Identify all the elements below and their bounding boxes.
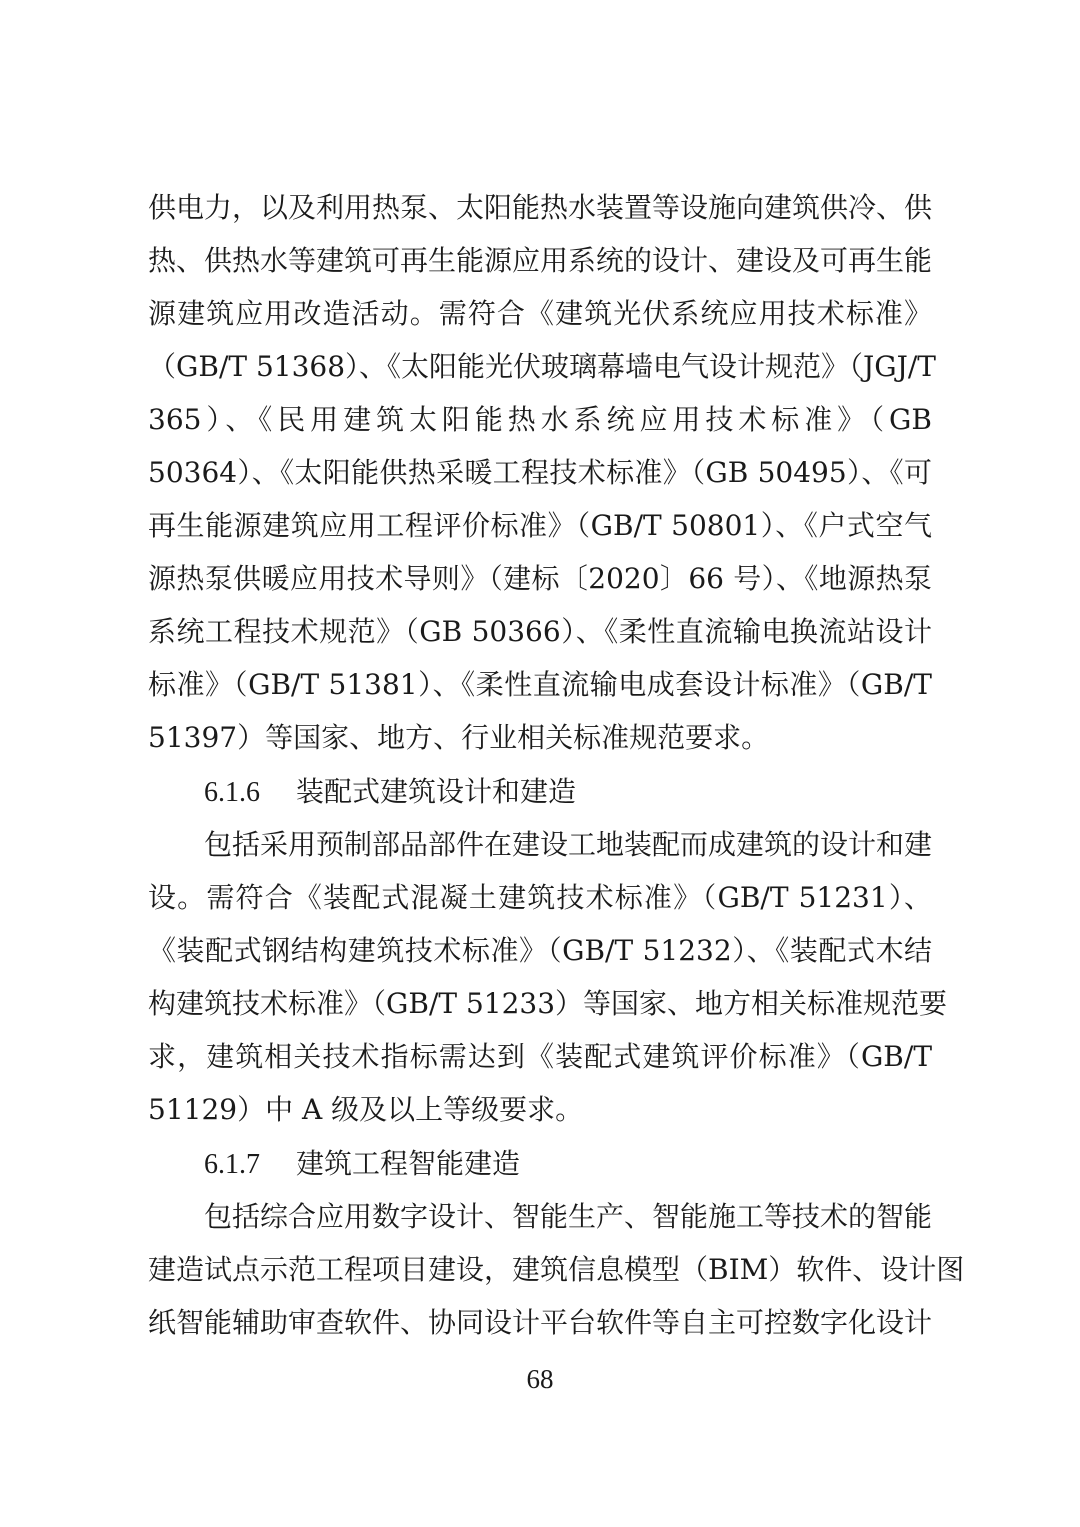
text-line: 365）、《民用建筑太阳能热水系统应用技术标准》（GB bbox=[148, 403, 932, 436]
section-title: 建筑工程智能建造 bbox=[296, 1147, 521, 1180]
text-line: 建造试点示范工程项目建设，建筑信息模型（BIM）软件、设计图 bbox=[148, 1253, 965, 1286]
text-line: 标准》（GB/T 51381）、《柔性直流输电成套设计标准》（GB/T bbox=[148, 668, 932, 701]
section-heading-6-1-6 bbox=[204, 772, 576, 812]
text-line: 构建筑技术标准》（GB/T 51233）等国家、地方相关标准规范要 bbox=[148, 987, 948, 1020]
text-line: 源热泵供暖应用技术导则》（建标〔2020〕66 号）、《地源热泵 bbox=[148, 562, 932, 595]
text-line: （GB/T 51368）、《太阳能光伏玻璃幕墙电气设计规范》（JGJ/T bbox=[148, 350, 936, 383]
section-number: 6.1.6 bbox=[204, 777, 260, 808]
section-number: 6.1.7 bbox=[204, 1149, 260, 1180]
text-line: 包括综合应用数字设计、智能生产、智能施工等技术的智能 bbox=[204, 1200, 933, 1233]
text-line: 源建筑应用改造活动。需符合《建筑光伏系统应用技术标准》 bbox=[148, 297, 932, 330]
text-line: 纸智能辅助审查软件、协同设计平台软件等自主可控数字化设计 bbox=[148, 1306, 933, 1339]
section-heading-6-1-7 bbox=[204, 1144, 520, 1184]
text-line: 设。需符合《装配式混凝土建筑技术标准》（GB/T 51231）、 bbox=[148, 881, 932, 914]
text-line: 供电力，以及利用热泵、太阳能热水装置等设施向建筑供冷、供 bbox=[148, 191, 933, 224]
text-line: 求，建筑相关技术指标需达到《装配式建筑评价标准》（GB/T bbox=[148, 1040, 932, 1073]
section-title: 装配式建筑设计和建造 bbox=[296, 775, 577, 808]
text-line: 热、供热水等建筑可再生能源应用系统的设计、建设及可再生能 bbox=[148, 244, 933, 277]
text-line: 《装配式钢结构建筑技术标准》（GB/T 51232）、《装配式木结 bbox=[148, 934, 932, 967]
text-line: 系统工程技术规范》（GB 50366）、《柔性直流输电换流站设计 bbox=[148, 615, 932, 648]
text-line: 50364）、《太阳能供热采暖工程技术标准》（GB 50495）、《可 bbox=[148, 456, 932, 489]
text-line: 再生能源建筑应用工程评价标准》（GB/T 50801）、《户式空气 bbox=[148, 509, 932, 542]
text-line: 51397）等国家、地方、行业相关标准规范要求。 bbox=[148, 721, 770, 754]
text-line: 51129）中 A 级及以上等级要求。 bbox=[148, 1093, 584, 1126]
text-line: 包括采用预制部品部件在建设工地装配而成建筑的设计和建 bbox=[204, 828, 933, 861]
page-number: 68 bbox=[526, 1364, 554, 1394]
